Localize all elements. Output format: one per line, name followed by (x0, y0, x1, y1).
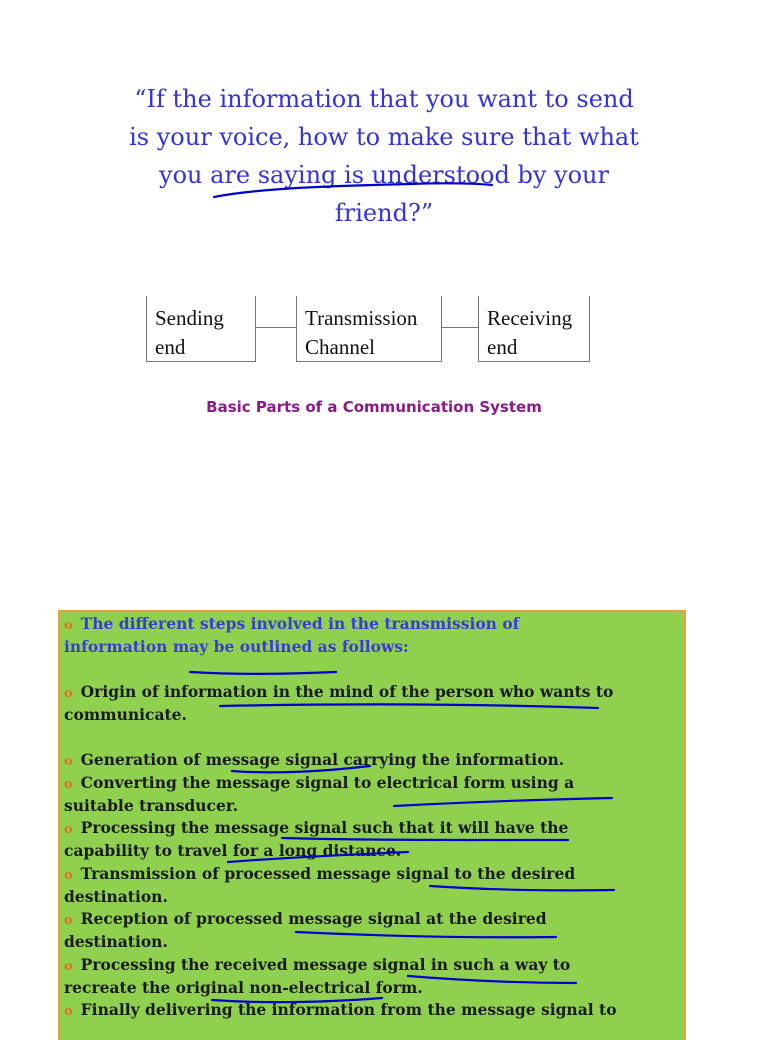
box-label-line: Transmission (305, 306, 418, 330)
bullet-icon: o (64, 959, 73, 974)
box-label-line: end (155, 335, 186, 359)
step-text: Converting the message signal to electrical form using a (80, 773, 575, 792)
step-text: recreate the original non-electrical form. (64, 978, 423, 997)
step-text: capability to travel for a long distance. (64, 841, 402, 860)
box-label-line: Sending (155, 306, 224, 330)
step-line (64, 796, 238, 815)
connector-line (256, 327, 296, 328)
step-line (64, 705, 187, 724)
step-text: Generation of message signal carrying the information. (80, 750, 565, 769)
step-line (64, 614, 519, 633)
step-text: Reception of processed message signal at the desired (80, 909, 547, 928)
bullet-icon: o (64, 913, 73, 928)
step-line (64, 637, 409, 656)
step-text: Processing the received message signal in such a way to (80, 955, 571, 974)
step-text: The different steps involved in the transmission of (80, 614, 520, 633)
step-text: communicate. (64, 705, 187, 724)
step-line (64, 955, 570, 974)
quote-line-2: is your voice, how to make sure that what (129, 123, 639, 151)
box-label-line: end (487, 335, 518, 359)
quote-text (60, 80, 708, 232)
step-text: information may be outlined as follows: (64, 637, 409, 656)
connector-line (442, 327, 478, 328)
step-line (64, 773, 574, 792)
transmission-channel-box (296, 296, 442, 362)
diagram-caption: Basic Parts of a Communication System (206, 398, 542, 416)
step-text: destination. (64, 887, 168, 906)
step-text: Origin of information in the mind of the person who wants to (80, 682, 614, 701)
step-text: suitable transducer. (64, 796, 238, 815)
step-text: destination. (64, 932, 168, 951)
step-line (64, 750, 564, 769)
bullet-icon: o (64, 868, 73, 883)
box-label-line: Receiving (487, 306, 573, 330)
bullet-icon: o (64, 777, 73, 792)
step-text: Processing the message signal such that it will have the (80, 818, 569, 837)
step-line (64, 864, 575, 883)
box-label-line: Channel (305, 335, 375, 359)
quote-line-3: you are saying is understood by your (159, 161, 609, 189)
step-line (64, 1000, 617, 1019)
quote-line-1: “If the information that you want to send (134, 85, 634, 113)
step-line (64, 887, 168, 906)
bullet-icon: o (64, 754, 73, 769)
step-line (64, 909, 547, 928)
bullet-icon: o (64, 618, 73, 633)
receiving-end-box (478, 296, 590, 362)
bullet-icon: o (64, 686, 73, 701)
step-line (64, 682, 613, 701)
bullet-icon: o (64, 1004, 73, 1019)
step-line (64, 978, 423, 997)
step-line (64, 841, 401, 860)
bullet-icon: o (64, 822, 73, 837)
sending-end-box (146, 296, 256, 362)
quote-line-4: friend?” (334, 199, 434, 227)
step-text: Finally delivering the information from the message signal to (80, 1000, 617, 1019)
step-text: Transmission of processed message signal to the desired (80, 864, 576, 883)
step-line (64, 818, 568, 837)
step-line (64, 932, 168, 951)
